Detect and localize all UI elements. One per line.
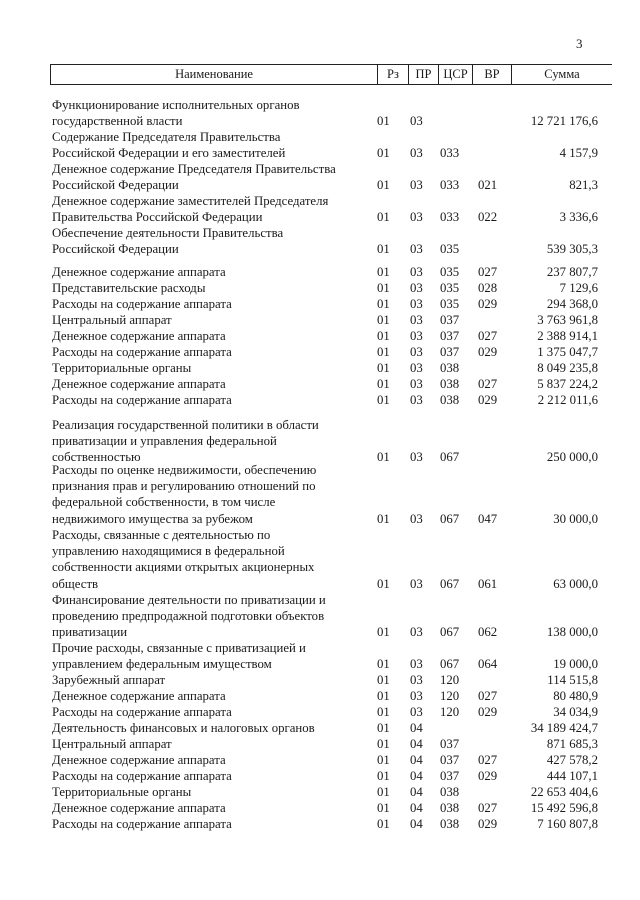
row-vr: 027 — [478, 376, 498, 391]
row-name-line: федеральной собственности, в том числе — [52, 495, 276, 510]
row-rz: 01 — [377, 752, 390, 767]
row-csr: 067 — [440, 625, 460, 640]
page-number: 3 — [576, 36, 583, 51]
row-rz: 01 — [377, 376, 390, 391]
row-csr: 037 — [440, 752, 460, 767]
row-rz: 01 — [377, 511, 390, 526]
row-name — [52, 312, 374, 328]
row-csr: 035 — [440, 296, 460, 311]
row-csr: 067 — [440, 511, 460, 526]
row-name-line: обществ — [52, 576, 99, 591]
row-rz: 01 — [377, 688, 390, 703]
row-vr: 027 — [478, 328, 498, 343]
row-name — [52, 376, 374, 392]
row-sum: 3 763 961,8 — [537, 312, 598, 327]
row-name — [52, 640, 374, 672]
row-vr: 027 — [478, 688, 498, 703]
table-row — [0, 161, 640, 193]
row-pr: 03 — [410, 328, 423, 343]
row-sum: 4 157,9 — [559, 146, 598, 161]
row-csr: 037 — [440, 736, 460, 751]
row-csr: 037 — [440, 344, 460, 359]
table-row — [0, 672, 640, 688]
table-row — [0, 527, 640, 592]
row-rz: 01 — [377, 328, 390, 343]
row-name-line: Денежное содержание аппарата — [52, 377, 226, 391]
table-row — [0, 720, 640, 736]
row-csr: 120 — [440, 688, 460, 703]
row-name-line: Территориальные органы — [52, 361, 192, 375]
table-row — [0, 312, 640, 328]
row-name-line: Денежное содержание аппарата — [52, 329, 226, 343]
row-pr: 03 — [410, 210, 423, 225]
row-csr: 037 — [440, 312, 460, 327]
row-rz: 01 — [377, 344, 390, 359]
table-row — [0, 129, 640, 161]
row-rz: 01 — [377, 736, 390, 751]
row-name-line: признания прав и регулированию отношений по — [52, 479, 316, 494]
row-sum: 34 034,9 — [553, 704, 598, 719]
row-name — [52, 768, 374, 784]
row-csr: 033 — [440, 210, 460, 225]
row-pr: 03 — [410, 344, 423, 359]
row-name — [52, 672, 374, 688]
row-name-line: Денежное содержание Председателя Правительства — [52, 162, 336, 176]
table-row — [0, 97, 640, 129]
row-vr: 027 — [478, 264, 498, 279]
row-vr: 061 — [478, 576, 498, 591]
row-rz: 01 — [377, 657, 390, 672]
row-sum: 2 388 914,1 — [537, 328, 598, 343]
row-pr: 03 — [410, 242, 423, 257]
row-name — [52, 264, 374, 280]
row-rz: 01 — [377, 296, 390, 311]
row-name-line: Представительские расходы — [52, 281, 206, 295]
row-rz: 01 — [377, 146, 390, 161]
table-row — [0, 768, 640, 784]
row-rz: 01 — [377, 704, 390, 719]
row-name-line: Денежное содержание аппарата — [52, 753, 226, 767]
row-vr: 021 — [478, 178, 498, 193]
row-sum: 80 480,9 — [553, 688, 598, 703]
row-sum: 12 721 176,6 — [530, 114, 598, 129]
row-name-line: Расходы на содержание аппарата — [52, 705, 232, 719]
row-name-line: проведению предпродажной подготовки объектов — [52, 609, 325, 624]
row-name-line: управлению находящимися в федеральной — [52, 544, 285, 559]
row-csr: 120 — [440, 704, 460, 719]
row-name — [52, 392, 374, 408]
row-name — [52, 344, 374, 360]
header-vr: ВР — [472, 65, 511, 84]
row-csr: 038 — [440, 376, 460, 391]
table-row — [0, 752, 640, 768]
row-pr: 03 — [410, 450, 423, 465]
row-vr: 064 — [478, 657, 498, 672]
row-name — [52, 688, 374, 704]
row-pr: 03 — [410, 688, 423, 703]
row-rz: 01 — [377, 816, 390, 831]
row-pr: 03 — [410, 625, 423, 640]
row-csr: 038 — [440, 784, 460, 799]
row-name — [52, 280, 374, 296]
row-pr: 03 — [410, 672, 423, 687]
row-name — [52, 527, 374, 592]
row-sum: 250 000,0 — [546, 450, 598, 465]
row-rz: 01 — [377, 392, 390, 407]
row-sum: 7 129,6 — [559, 280, 598, 295]
table-row — [0, 462, 640, 527]
row-rz: 01 — [377, 450, 390, 465]
row-sum: 34 189 424,7 — [530, 720, 598, 735]
row-vr: 028 — [478, 280, 498, 295]
row-csr: 120 — [440, 672, 460, 687]
header-csr: ЦСР — [438, 65, 472, 84]
table-row — [0, 280, 640, 296]
row-sum: 114 515,8 — [547, 672, 598, 687]
row-csr: 033 — [440, 178, 460, 193]
row-name-line: Российской Федерации — [52, 242, 179, 257]
row-name-line: Финансирование деятельности по приватизации и — [52, 593, 326, 607]
row-pr: 03 — [410, 511, 423, 526]
row-name-line: Расходы на содержание аппарата — [52, 345, 232, 359]
table-row — [0, 640, 640, 672]
row-name — [52, 784, 374, 800]
row-sum: 539 305,3 — [546, 242, 598, 257]
row-sum: 22 653 404,6 — [530, 784, 598, 799]
row-pr: 04 — [410, 736, 423, 751]
row-name-line: Расходы на содержание аппарата — [52, 769, 232, 783]
row-pr: 03 — [410, 280, 423, 295]
row-pr: 03 — [410, 576, 423, 591]
row-vr: 029 — [478, 768, 498, 783]
row-name — [52, 704, 374, 720]
row-sum: 237 807,7 — [546, 264, 598, 279]
row-csr: 035 — [440, 264, 460, 279]
row-name-line: собственности акциями открытых акционерных — [52, 560, 315, 575]
row-pr: 03 — [410, 392, 423, 407]
row-csr: 067 — [440, 450, 460, 465]
header-rz: Рз — [377, 65, 408, 84]
row-name-line: Правительства Российской Федерации — [52, 210, 263, 225]
row-vr: 027 — [478, 800, 498, 815]
row-name — [52, 816, 374, 832]
table-row — [0, 417, 640, 466]
row-name-line: приватизации — [52, 625, 128, 640]
row-vr: 027 — [478, 752, 498, 767]
row-name-line: Денежное содержание аппарата — [52, 265, 226, 279]
row-pr: 03 — [410, 360, 423, 375]
row-csr: 038 — [440, 800, 460, 815]
row-name-line: Денежное содержание заместителей Председателя — [52, 194, 329, 208]
row-rz: 01 — [377, 672, 390, 687]
row-sum: 63 000,0 — [553, 576, 598, 591]
row-sum: 871 685,3 — [546, 736, 598, 751]
row-sum: 294 368,0 — [546, 296, 598, 311]
row-rz: 01 — [377, 800, 390, 815]
row-rz: 01 — [377, 625, 390, 640]
row-rz: 01 — [377, 242, 390, 257]
row-name-line: Расходы, связанные с деятельностью по — [52, 528, 271, 542]
row-sum: 15 492 596,8 — [530, 800, 598, 815]
table-row — [0, 193, 640, 225]
row-pr: 04 — [410, 720, 423, 735]
row-name-line: Российской Федерации и его заместителей — [52, 146, 286, 161]
row-name — [52, 193, 374, 225]
row-name — [52, 129, 374, 161]
header-name: Наименование — [175, 67, 253, 81]
row-name-line: управлением федеральным имуществом — [52, 657, 272, 672]
row-name-line: Центральный аппарат — [52, 737, 172, 751]
header-pr: ПР — [408, 65, 438, 84]
row-pr: 04 — [410, 816, 423, 831]
table-row — [0, 704, 640, 720]
row-sum: 30 000,0 — [553, 511, 598, 526]
row-name — [52, 97, 374, 129]
row-name — [52, 462, 374, 527]
row-pr: 03 — [410, 296, 423, 311]
row-name-line: Расходы на содержание аппарата — [52, 393, 232, 407]
row-name — [52, 720, 374, 736]
row-pr: 03 — [410, 657, 423, 672]
row-name-line: Расходы по оценке недвижимости, обеспечению — [52, 463, 317, 477]
row-sum: 3 336,6 — [559, 210, 598, 225]
row-csr: 067 — [440, 576, 460, 591]
row-name-line: приватизации и управления федеральной — [52, 434, 277, 449]
row-name — [52, 360, 374, 376]
row-vr: 029 — [478, 344, 498, 359]
row-sum: 427 578,2 — [546, 752, 598, 767]
row-pr: 03 — [410, 264, 423, 279]
row-vr: 029 — [478, 704, 498, 719]
row-vr: 062 — [478, 625, 498, 640]
row-rz: 01 — [377, 280, 390, 295]
table-row — [0, 264, 640, 280]
row-rz: 01 — [377, 720, 390, 735]
row-name-line: государственной власти — [52, 114, 183, 129]
row-name-line: Содержание Председателя Правительства — [52, 130, 281, 144]
row-name-line: Российской Федерации — [52, 178, 179, 193]
table-row — [0, 784, 640, 800]
row-name-line: Денежное содержание аппарата — [52, 689, 226, 703]
row-rz: 01 — [377, 360, 390, 375]
row-vr: 029 — [478, 392, 498, 407]
row-name — [52, 225, 374, 257]
row-csr: 067 — [440, 657, 460, 672]
row-sum: 1 375 047,7 — [537, 344, 598, 359]
row-vr: 029 — [478, 816, 498, 831]
row-pr: 04 — [410, 784, 423, 799]
row-pr: 03 — [410, 312, 423, 327]
row-name-line: Расходы на содержание аппарата — [52, 817, 232, 831]
row-sum: 138 000,0 — [546, 625, 598, 640]
row-vr: 029 — [478, 296, 498, 311]
table-row — [0, 592, 640, 641]
row-name-line: Прочие расходы, связанные с приватизацией и — [52, 641, 306, 655]
row-sum: 19 000,0 — [553, 657, 598, 672]
row-name-line: недвижимого имущества за рубежом — [52, 511, 253, 526]
row-csr: 038 — [440, 816, 460, 831]
header-sum: Сумма — [511, 65, 612, 84]
row-pr: 03 — [410, 376, 423, 391]
row-name-line: Функционирование исполнительных органов — [52, 98, 300, 112]
row-pr: 04 — [410, 800, 423, 815]
row-csr: 033 — [440, 146, 460, 161]
row-rz: 01 — [377, 210, 390, 225]
row-pr: 03 — [410, 146, 423, 161]
row-name — [52, 736, 374, 752]
row-sum: 821,3 — [569, 178, 598, 193]
row-rz: 01 — [377, 264, 390, 279]
row-pr: 03 — [410, 114, 423, 129]
row-pr: 04 — [410, 768, 423, 783]
row-name — [52, 161, 374, 193]
row-vr: 022 — [478, 210, 498, 225]
table-row — [0, 736, 640, 752]
row-csr: 037 — [440, 768, 460, 783]
table-row — [0, 816, 640, 832]
row-vr: 047 — [478, 511, 498, 526]
row-pr: 04 — [410, 752, 423, 767]
row-name — [52, 328, 374, 344]
row-csr: 037 — [440, 328, 460, 343]
table-row — [0, 360, 640, 376]
row-sum: 7 160 807,8 — [537, 816, 598, 831]
table-row — [0, 376, 640, 392]
row-csr: 035 — [440, 280, 460, 295]
row-name-line: собственностью — [52, 450, 141, 465]
table-row — [0, 328, 640, 344]
row-name — [52, 800, 374, 816]
row-rz: 01 — [377, 576, 390, 591]
row-csr: 035 — [440, 242, 460, 257]
row-name — [52, 752, 374, 768]
row-rz: 01 — [377, 178, 390, 193]
row-rz: 01 — [377, 768, 390, 783]
row-name — [52, 592, 374, 641]
row-name — [52, 296, 374, 312]
row-pr: 03 — [410, 178, 423, 193]
row-sum: 5 837 224,2 — [537, 376, 598, 391]
row-name — [52, 417, 374, 466]
table-row — [0, 392, 640, 408]
row-pr: 03 — [410, 704, 423, 719]
row-csr: 038 — [440, 392, 460, 407]
table-row — [0, 296, 640, 312]
row-csr: 038 — [440, 360, 460, 375]
table-row — [0, 225, 640, 257]
row-name-line: Денежное содержание аппарата — [52, 801, 226, 815]
row-name-line: Деятельность финансовых и налоговых органов — [52, 721, 315, 735]
row-sum: 2 212 011,6 — [537, 392, 598, 407]
row-name-line: Зарубежный аппарат — [52, 673, 166, 687]
row-name-line: Обеспечение деятельности Правительства — [52, 226, 284, 240]
row-name-line: Центральный аппарат — [52, 313, 172, 327]
row-sum: 8 049 235,8 — [537, 360, 598, 375]
row-name-line: Расходы на содержание аппарата — [52, 297, 232, 311]
row-rz: 01 — [377, 312, 390, 327]
table-row — [0, 688, 640, 704]
table-row — [0, 344, 640, 360]
row-sum: 444 107,1 — [546, 768, 598, 783]
table-row — [0, 800, 640, 816]
row-name-line: Территориальные органы — [52, 785, 192, 799]
row-name-line: Реализация государственной политики в области — [52, 418, 319, 432]
row-rz: 01 — [377, 114, 390, 129]
row-rz: 01 — [377, 784, 390, 799]
